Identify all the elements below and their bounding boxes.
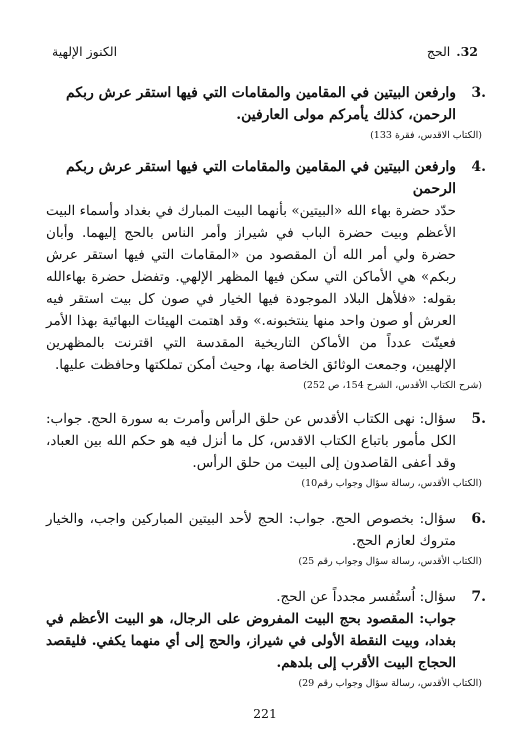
item-text: سؤال: بخصوص الحج. جواب: الحج لأحد البيتين المباركين واجب، والخيار متروك لعازم الحج. <box>46 511 456 549</box>
item-text: سؤال: نهى الكتاب الأقدس عن حلق الرأس وأمرت به سورة الحج. جواب: الكل مأمور باتباع الكتاب الاقدس، كل ما أنزل فيه هو حكم الله بين العباد، وقد أعفى القاصدون إلى البيت من حلق الرأس. <box>46 411 456 471</box>
item-title: وارفعن البيتين في المقامين والمقامات التي فيها استقر عرش ربكم الرحمن، كذلك يأمركم مولى العارفين. <box>66 85 456 123</box>
list-item <box>46 408 486 492</box>
list-item <box>46 586 486 692</box>
source-citation: (الكتاب الأقدس، رسالة سؤال وجواب رقم10) <box>301 478 482 489</box>
source-citation: (شرح الكتاب الأقدس، الشرح 154، ص 252) <box>303 380 482 391</box>
chapter-number: 32. <box>456 43 478 59</box>
item-title: وارفعن البيتين في المقامين والمقامات التي فيها استقر عرش ربكم الرحمن <box>66 159 456 197</box>
list-item <box>46 82 486 144</box>
item-number: 6. <box>471 511 486 527</box>
item-number: 3. <box>471 85 486 101</box>
page-number: 221 <box>253 706 277 721</box>
list-item <box>46 156 486 394</box>
running-header <box>52 41 478 61</box>
item-text: حدّد حضرة بهاء الله «البيتين» بأنهما البيت المبارك في بغداد وأسماء البيت الأعظم وبيت حضرة الباب في شيراز وأمر الناس بالحج إليهما. وأبان حضرة ولي أمر الله أن المقصود من «المقامات التي فيها استقر عرش ربكم» هي الأماكن التي سكن فيها المظهر الإلهي. وتفضل حضرة بهاءالله بقوله: «فلأهل البلاد الموجودة فيها الخيار في صون كل بيت استقر فيه العرش أو صون واحد منها ينتخبونه.» وقد اهتمت الهيئات البهائية بهذا الأمر فعينّت عدداً من الأماكن التاريخية المقدسة التي اقترنت بالمظهرين الإلهيين، وجمعت الوثائق الخاصة بها، وحيث أمكن تملكتها وحافظت عليها. <box>46 203 456 373</box>
page-content <box>46 82 486 692</box>
item-number: 7. <box>471 589 486 605</box>
chapter-reference <box>427 44 478 59</box>
book-title: الكنوز الإلهية <box>52 43 118 59</box>
list-item <box>46 508 486 570</box>
item-text: سؤال: اُستُفسر مجدداً عن الحج. <box>276 589 456 605</box>
chapter-name: الحج <box>426 43 451 59</box>
item-number: 5. <box>471 411 486 427</box>
source-citation: (الكتاب الأقدس، رسالة سؤال وجواب رقم 25) <box>298 556 482 567</box>
source-citation: (الكتاب الأقدس، رسالة سؤال وجواب رقم 29) <box>298 678 482 689</box>
source-citation: (الكتاب الاقدس، فقرة 133) <box>370 130 482 141</box>
item-answer: جواب: المقصود بحج البيت المفروض على الرجال، هو البيت الأعظم في بغداد، وبيت النقطة الأولى في شيراز، والحج إلى أي منهما يكفي. فليقصد الحجاج البيت الأقرب إلى بلدهم. <box>46 611 456 671</box>
item-number: 4. <box>471 159 486 175</box>
